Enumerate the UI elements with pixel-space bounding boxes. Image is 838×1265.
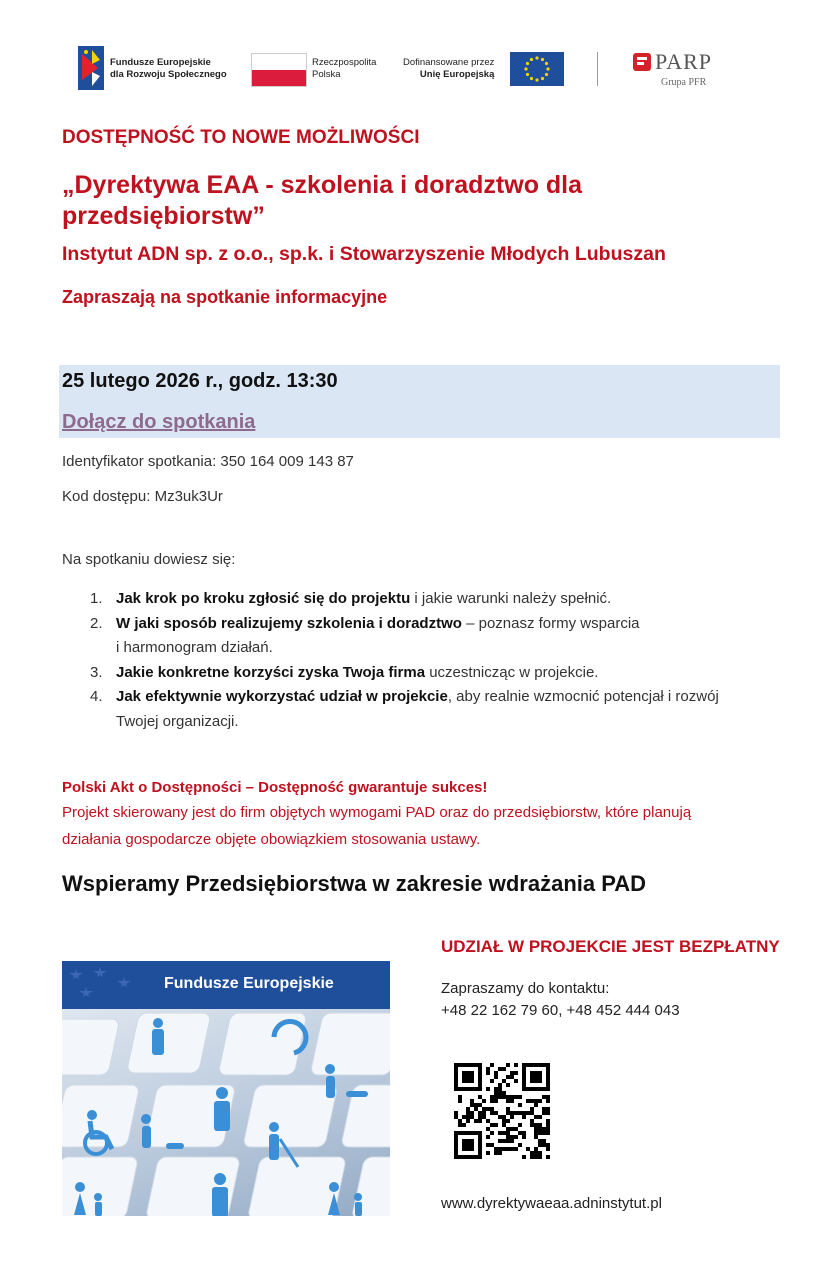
fe-line1: Fundusze Europejskie [110,57,211,68]
fe-logo-text [110,57,227,81]
rp-logo-text [312,57,376,81]
organizers: Instytut ADN sp. z o.o., sp.k. i Stowarzyszenie Młodych Lubuszan [62,243,666,265]
learn-intro: Na spotkaniu dowiesz się: [62,551,236,568]
list-item-number: 1. [90,590,103,607]
list-item-bold: W jaki sposób realizujemy szkolenia i doradztwo [116,614,462,632]
list-item-rest: i jakie warunki należy spełnić. [410,590,612,607]
logo-bar [0,40,838,96]
list-item-bold: Jak krok po kroku zgłosić się do projektu [116,590,411,607]
pad-body-line2: działania gospodarcze objęte obowiązkiem stosowania ustawy. [62,831,481,848]
eu-logo-text [403,57,494,81]
fe-line2: dla Rozwoju Społecznego [110,69,227,80]
image-caption: Fundusze Europejskie [164,975,334,992]
list-item-rest-line2: i harmonogram działań. [116,639,273,656]
learn-list [62,587,802,734]
list-item-number: 4. [90,688,103,705]
list-item-rest: uczestnicząc w projekcie. [425,663,599,681]
pad-body [62,799,802,853]
eu-line2: Unię Europejską [419,69,495,80]
rp-line2: Polska [312,69,341,80]
event-title [62,170,782,232]
meeting-id: Identyfikator spotkania: 350 164 009 143 87 [62,453,354,470]
rp-line1: Rzeczpospolita [312,57,377,68]
eu-stars-icon [66,965,146,1005]
contact-phones[interactable]: +48 22 162 79 60, +48 452 444 043 [441,1002,680,1019]
eu-line1: Dofinansowane przez [403,57,495,68]
list-item [62,612,802,661]
website-link[interactable]: www.dyrektywaeaa.adninstytut.pl [441,1195,662,1212]
parp-sub: Grupa PFR [661,77,707,88]
fundusze-europejskie-logo-icon [78,46,104,90]
support-heading: Wspieramy Przedsiębiorstwa w zakresie wdrażania PAD [62,871,647,896]
list-item [62,661,802,686]
accessibility-tiles [62,1009,390,1216]
eu-flag-icon [510,52,564,86]
list-item-rest: , aby realnie wzmocnić potencjał i rozwój [447,688,719,705]
event-title-line1: „Dyrektywa EAA - szkolenia i doradztwo dla [62,171,583,199]
list-item [62,587,802,612]
polish-flag-icon [251,53,307,87]
qr-code-icon[interactable] [453,1059,551,1165]
parp-name: PARP [655,49,713,74]
join-meeting-link[interactable]: Dołącz do spotkania [62,411,256,433]
list-item-rest-line2: Twojej organizacji. [116,712,239,730]
contact-block [441,978,680,1022]
list-item-bold: Jak efektywnie wykorzystać udział w projekcie [116,688,448,705]
list-item-number: 2. [90,614,103,632]
meeting-date: 25 lutego 2026 r., godz. 13:30 [62,370,338,392]
pad-body-line1: Projekt skierowany jest do firm objętych wymogami PAD oraz do przedsiębiorstw, które planują [62,804,692,821]
free-participation-label: UDZIAŁ W PROJEKCIE JEST BEZPŁATNY [441,937,780,956]
access-code: Kod dostępu: Mz3uk3Ur [62,488,223,505]
invite-line: Zapraszają na spotkanie informacyjne [62,287,388,307]
image-header-band [62,961,390,1009]
list-item-rest: – poznasz formy wsparcia [461,614,640,632]
event-title-line2: przedsiębiorstw” [62,202,265,230]
pad-title: Polski Akt o Dostępności – Dostępność gwarantuje sukces! [62,779,488,796]
contact-invite: Zapraszamy do kontaktu: [441,980,610,997]
tagline: DOSTĘPNOŚĆ TO NOWE MOŻLIWOŚCI [62,127,420,148]
accessibility-image [62,961,390,1216]
parp-logo-icon [633,53,651,71]
list-item-bold: Jakie konkretne korzyści zyska Twoja firma [116,663,426,681]
logo-divider [597,52,598,86]
list-item-number: 3. [90,663,103,681]
list-item [62,685,802,734]
